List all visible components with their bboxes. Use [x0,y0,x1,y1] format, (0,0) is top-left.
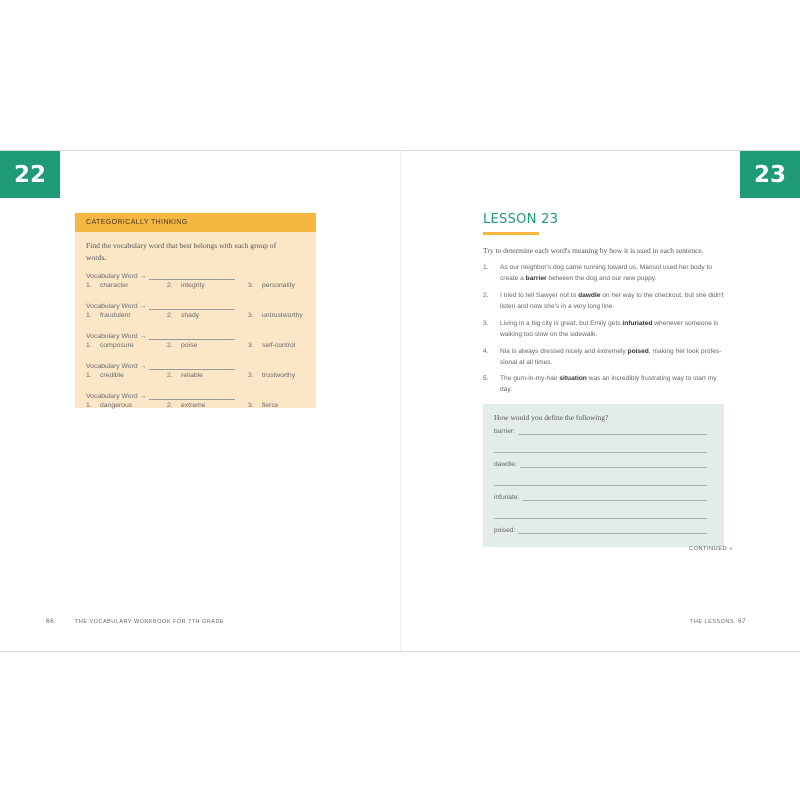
definition-extra-line[interactable] [494,485,707,486]
word-option: 1. credible [86,372,124,379]
chapter-number: 22 [13,161,46,188]
vocabulary-word-label: Vocabulary Word → [86,303,147,310]
definition-row [494,461,707,468]
page-number-left: 66 [46,618,55,625]
word-option: 1. dangerous [86,402,133,409]
running-head-right: THE LESSONS [690,619,735,625]
sentence-item: 5. The gum-in-my-hair situation was an incredibly frustrating way to start my day. [483,375,717,393]
word-group [86,269,316,294]
box-title: CATEGORICALLY THINKING [75,213,316,232]
word-option: 1. composure [86,342,134,349]
word-option: 3. fierce [248,402,279,409]
answer-line[interactable] [149,362,235,370]
vocabulary-word-label: Vocabulary Word → [86,273,147,280]
vocabulary-word: situation [559,375,587,382]
definition-extra-line[interactable] [494,452,707,453]
definition-row [494,527,707,534]
running-head-left: THE VOCABULARY WORKBOOK FOR 7TH GRADE [75,619,225,625]
answer-line[interactable] [149,392,235,400]
vocabulary-word-prompt [86,389,316,400]
sentence-item: 2. I tried to tell Sawyer not to dawdle on her way to the checkout, but she didn't listen and now she's in a very long line. [483,292,724,310]
definition-term: barrier: [494,428,515,435]
word-option: 3. trustworthy [248,372,296,379]
sentence-number: 1. [483,264,489,271]
definition-row [494,494,707,501]
word-option: 3. personality [248,282,295,289]
definition-term: poised: [494,527,516,534]
definition-answer-line[interactable] [518,527,707,534]
spine-divider [400,151,401,651]
answer-line[interactable] [149,272,235,280]
page-number-right: 67 [738,618,747,625]
box-instructions: Find the vocabulary word that best belongs with each group of words. [86,241,277,262]
word-option: 2. integrity [167,282,205,289]
define-box [483,404,724,547]
vocabulary-word-prompt [86,299,316,310]
answer-line[interactable] [149,302,235,310]
word-option: 3. untrustworthy [248,312,303,319]
lesson-instructions: Try to determine each word's meaning by how it is used in each sentence. [483,246,704,255]
lesson-title: LESSON 23 [483,212,559,227]
word-option: 2. shady [167,312,200,319]
sentence-item: 1. As our neighbor's dog came running toward us, Marisol used her body to create a barrier between the dog and our new puppy. [483,264,713,282]
word-option: 1. character [86,282,129,289]
word-option: 3. self-control [248,342,296,349]
vocabulary-word: infuriated [622,320,653,327]
vocabulary-word: barrier [525,275,547,282]
book-spread [0,150,800,652]
word-option: 2. poise [167,342,198,349]
vocabulary-word-label: Vocabulary Word → [86,393,147,400]
sentence-number: 5. [483,375,489,382]
definition-answer-line[interactable] [518,428,707,435]
definition-term: infuriate: [494,494,520,501]
sentence-item: 4. Nia is always dressed nicely and extremely poised, making her look profes-sional at all times. [483,348,722,366]
sentence-number: 3. [483,320,489,327]
vocabulary-word-prompt [86,359,316,370]
vocabulary-word-label: Vocabulary Word → [86,333,147,340]
definition-answer-line[interactable] [522,494,707,501]
definition-row [494,428,707,435]
chapter-tab-left [0,151,60,198]
vocabulary-word: dawdle [578,292,601,299]
word-group [86,329,316,354]
answer-line[interactable] [149,332,235,340]
definition-extra-line[interactable] [494,518,707,519]
word-option: 1. fraudulent [86,312,131,319]
word-groups [75,269,316,414]
vocabulary-word-prompt [86,329,316,340]
lesson-underline [483,232,539,235]
chapter-tab-right [740,151,800,198]
word-group [86,359,316,384]
chapter-number: 23 [753,161,786,188]
vocabulary-word-label: Vocabulary Word → [86,363,147,370]
continued-label: CONTINUED » [689,546,733,552]
define-question: How would you define the following? [494,413,609,422]
word-option: 2. reliable [167,372,203,379]
word-group [86,389,316,414]
vocabulary-word-prompt [86,269,316,280]
word-group [86,299,316,324]
categorically-thinking-box [75,213,316,408]
sentence-number: 4. [483,348,489,355]
sentence-item: 3. Living in a big city is great, but Emily gets infuriated whenever someone is walking too slow on the sidewalk. [483,320,719,338]
vocabulary-word: poised [627,348,649,355]
sentence-number: 2. [483,292,489,299]
word-option: 2. extreme [167,402,206,409]
definition-answer-line[interactable] [520,461,707,468]
definition-term: dawdle: [494,461,517,468]
